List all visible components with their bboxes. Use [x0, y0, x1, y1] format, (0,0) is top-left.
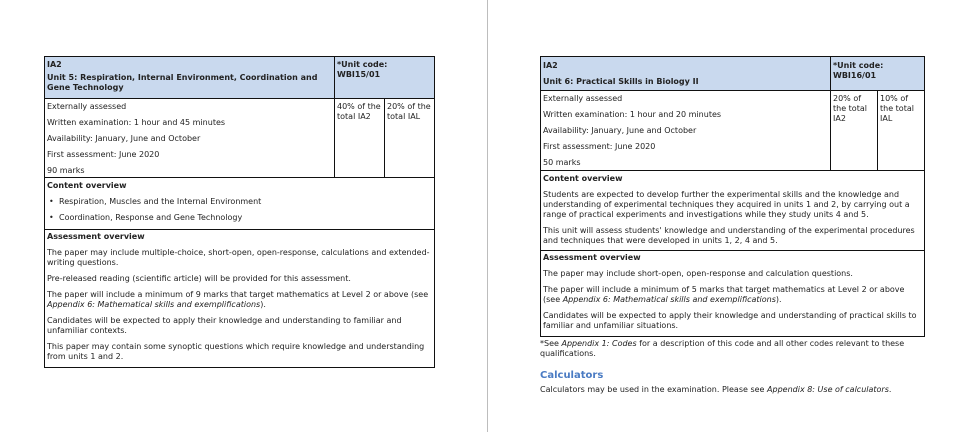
unit6-code-cell	[831, 57, 925, 91]
unit6-content-para: Students are expected to develop further the experimental skills and the knowledge and understanding of experimental techniques they acquired in units 1 and 2, by carrying out a range of practical experiments and investigations while they study units 4 and 5.	[543, 190, 910, 219]
unit6-info-line: Availability: January, June and October	[543, 126, 697, 135]
unit6-spec-table	[540, 56, 925, 337]
unit6-code-label: *Unit code:	[833, 61, 884, 70]
unit6-assessment-para: The paper may include short-open, open-response and calculation questions.	[543, 269, 853, 278]
unit6-content-heading: Content overview	[543, 174, 623, 183]
unit5-code-label: *Unit code:	[337, 60, 388, 69]
unit5-info-line: 90 marks	[47, 166, 85, 175]
unit6-code: WBI16/01	[833, 71, 877, 80]
unit5-content-heading: Content overview	[47, 181, 127, 190]
unit-code-footnote: *See Appendix 1: Codes for a description of this code and all other codes relevant to these qualifications.	[540, 339, 905, 358]
unit5-assessment-para: The paper may include multiple-choice, short-open, open-response, calculations and extended-writing questions.	[47, 248, 430, 267]
unit5-tag: IA2	[47, 60, 62, 69]
unit6-content-overview	[541, 171, 925, 251]
unit5-info-line: Availability: January, June and October	[47, 134, 201, 143]
unit5-assessment-overview	[45, 230, 435, 368]
unit5-weight-ia2: 40% of the total IA2	[335, 99, 385, 178]
right-page	[489, 0, 956, 432]
unit6-info-line: 50 marks	[543, 158, 581, 167]
unit6-info-line: First assessment: June 2020	[543, 142, 656, 151]
unit5-spec-table	[44, 56, 435, 368]
unit6-content-para: This unit will assess students' knowledge and understanding of the experimental procedures and techniques that were developed in units 1, 2, 4 and 5.	[543, 226, 915, 245]
unit6-assessment-overview	[541, 251, 925, 337]
unit6-tag: IA2	[543, 61, 558, 70]
unit5-content-item: • Coordination, Response and Gene Technology	[47, 213, 432, 223]
unit6-assessment-para: Candidates will be expected to apply their knowledge and understanding of practical skills to familiar and unfamiliar situations.	[543, 311, 917, 330]
unit5-info-line: Externally assessed	[47, 102, 127, 111]
unit6-weight-ia2: 20% of the total IA2	[831, 91, 878, 171]
unit5-weight-ial: 20% of the total IAL	[385, 99, 435, 178]
unit5-title-cell	[45, 57, 335, 99]
unit5-content-item: • Respiration, Muscles and the Internal Environment	[47, 197, 432, 207]
calculators-heading: Calculators	[540, 370, 604, 381]
unit5-info-line: Written examination: 1 hour and 45 minutes	[47, 118, 226, 127]
unit6-title: Unit 6: Practical Skills in Biology II	[543, 77, 699, 86]
unit5-title: Unit 5: Respiration, Internal Environment, Coordination and Gene Technology	[47, 73, 318, 92]
unit5-assessment-para: Pre-released reading (scientific article) will be provided for this assessment.	[47, 274, 351, 283]
unit5-info-line: First assessment: June 2020	[47, 150, 160, 159]
unit5-code-cell	[335, 57, 435, 99]
unit6-assessment-info	[541, 91, 831, 171]
unit6-maths-para: The paper will include a minimum of 5 marks that target mathematics at Level 2 or above (see Appendix 6: Mathematical skills and exemplifications).	[543, 285, 905, 304]
unit5-assessment-heading: Assessment overview	[47, 232, 145, 241]
unit5-content-overview	[45, 178, 435, 230]
unit6-weight-ial: 10% of the total IAL	[878, 91, 925, 171]
unit6-assessment-heading: Assessment overview	[543, 253, 641, 262]
unit5-maths-para: The paper will include a minimum of 9 marks that target mathematics at Level 2 or above (see Appendix 6: Mathematical skills and exemplifications).	[47, 290, 429, 309]
unit5-code: WBI15/01	[337, 70, 381, 79]
calculators-text: Calculators may be used in the examination. Please see Appendix 8: Use of calculators.	[540, 385, 892, 394]
unit6-info-line: Written examination: 1 hour and 20 minutes	[543, 110, 722, 119]
unit5-assessment-para: This paper may contain some synoptic questions which require knowledge and understanding from units 1 and 2.	[47, 342, 425, 361]
unit6-info-line: Externally assessed	[543, 94, 623, 103]
unit5-assessment-para: Candidates will be expected to apply their knowledge and understanding to familiar and unfamiliar contexts.	[47, 316, 402, 335]
unit6-title-cell	[541, 57, 831, 91]
page-divider	[487, 0, 488, 432]
unit5-assessment-info	[45, 99, 335, 178]
